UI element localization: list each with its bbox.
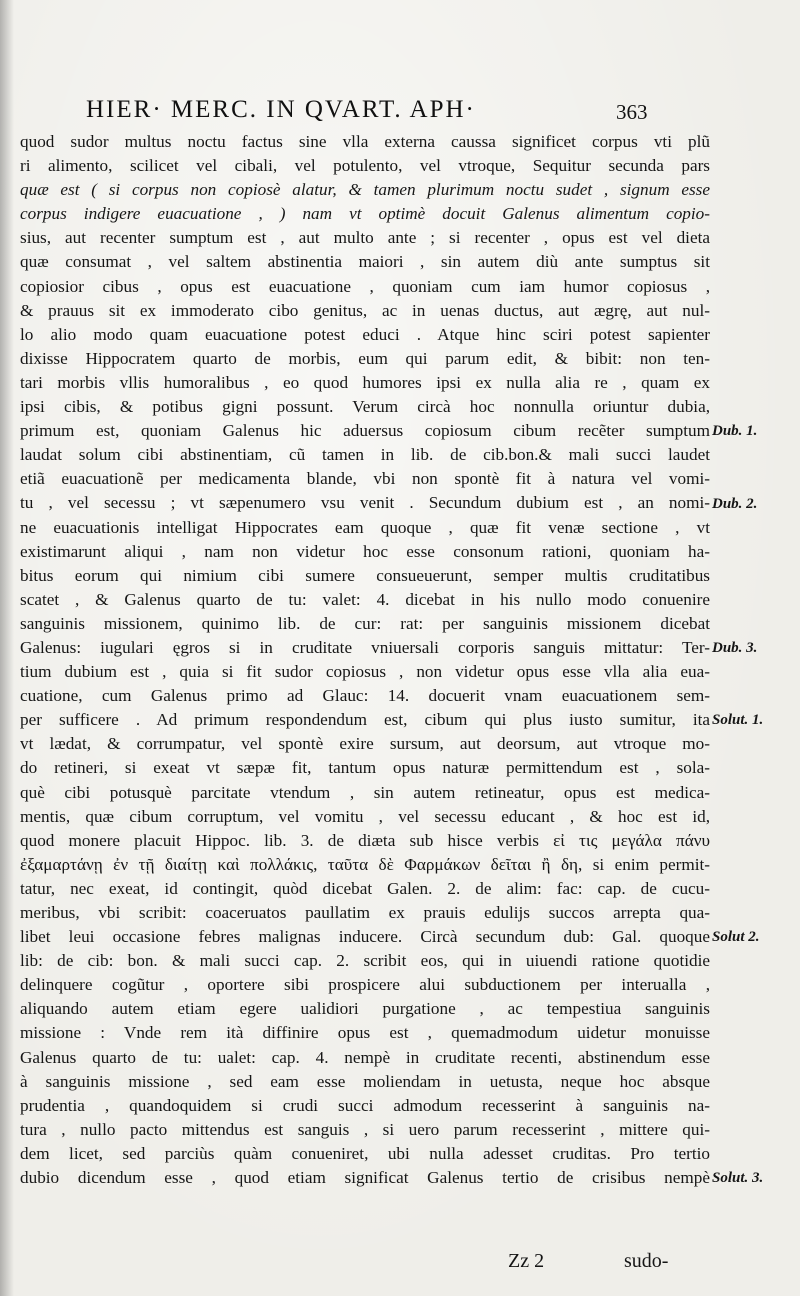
- running-title: HIER· MERC. IN QVART. APH·: [86, 96, 476, 123]
- text-line: per sufficere . Ad primum respondendum est, cibum qui plus iusto sumitur, ita: [20, 710, 710, 730]
- text-line: lo alio modo quam euacuatione potest educi . Atque hinc sciri potest sapienter: [20, 324, 710, 344]
- text-line: ri alimento, scilicet vel cibali, vel potulento, vel vtroque, Sequitur secunda pars: [20, 156, 710, 176]
- text-line: primum est, quoniam Galenus hic aduersus copiosum cibum recẽter sumptum: [20, 421, 710, 441]
- text-line: do retineri, si exeat vt sæpæ fit, tantum opus naturæ permittendum est , sola-: [20, 758, 710, 778]
- text-line: delinquere cogũtur , oportere sibi prospicere alui subductionem per interualla ,: [20, 975, 710, 995]
- text-line: mentis, quæ cibum corruptum, vel vomitu , vel secessu educant , & hoc est id,: [20, 806, 710, 826]
- text-line: ne euacuationis intelligat Hippocrates eam quoque , quæ fit venæ sectione , vt: [20, 517, 710, 537]
- signature-mark: Zz 2: [508, 1250, 545, 1272]
- text-line: cuatione, cum Galenus primo ad Glauc: 14. docuerit vnam euacuationem sem-: [20, 686, 710, 706]
- text-line: què cibi potusquè parcitate vtendum , sin autem retineatur, opus est medica-: [20, 782, 710, 802]
- body-text: [20, 130, 710, 1190]
- margin-note: Solut. 3.: [712, 1170, 764, 1187]
- margin-note: Solut. 1.: [712, 712, 764, 729]
- text-line: sanguinis missionem, quinimo lib. de cur: rat: per sanguinis missionem dicebat: [20, 613, 710, 633]
- text-line: prudentia , quandoquidem si crudi succi admodum recesserint à sanguinis na-: [20, 1095, 710, 1115]
- text-line: ipsi cibis, & potibus gigni possunt. Verum circà hoc nonnulla oriuntur dubia,: [20, 397, 710, 417]
- text-line: laudat solum cibi abstinentiam, cũ tamen in lib. de cib.bon.& mali succi laudet: [20, 445, 710, 465]
- text-line: tura , nullo pacto mittendus est sanguis , si uero parum recesserint , mittere qui-: [20, 1119, 710, 1139]
- text-line: libet leui occasione febres malignas inducere. Circà secundum dub: Gal. quoque: [20, 927, 710, 947]
- text-line: quod sudor multus noctu factus sine vlla externa caussa significet corpus vti plũ: [20, 132, 710, 151]
- text-line: etiã euacuationẽ per medicamenta blande, vbi non spontè fit à natura vel vomi-: [20, 469, 710, 489]
- text-line: tium dubium est , quia si fit sudor copiosus , non videtur opus esse vlla alia eua-: [20, 662, 710, 682]
- text-line: existimarunt aliqui , nam non videtur hoc esse consonum rationi, quoniam ha-: [20, 541, 710, 561]
- text-line: sius, aut recenter sumptum est , aut multo ante ; si recenter , opus est vel dieta: [20, 228, 710, 248]
- margin-note: Solut 2.: [712, 929, 760, 946]
- text-line: dixisse Hippocratem quarto de morbis, eum qui parum edit, & bibit: non ten-: [20, 348, 710, 368]
- text-line: vt lædat, & corrumpatur, vel spontè exire sursum, aut deorsum, aut vtroque mo-: [20, 734, 710, 754]
- margin-note: Dub. 1.: [712, 423, 758, 440]
- text-line: dubio dicendum esse , quod etiam significat Galenus tertio de crisibus nempè: [20, 1168, 710, 1188]
- text-line: copiosior cibus , opus est euacuatione , quoniam cum iam humor copiosus ,: [20, 276, 710, 296]
- text-line: missione : Vnde rem ità diffinire opus est , quemadmodum uidetur monuisse: [20, 1023, 710, 1043]
- catchword: sudo-: [624, 1250, 669, 1272]
- text-line: Galenus: iugulari ęgros si in cruditate vniuersali corporis sanguis mittatur: Ter-: [20, 637, 710, 657]
- text-line: bitus eorum qui nimium cibi sumere consueuerunt, semper multis cruditatibus: [20, 565, 710, 585]
- text-line: à sanguinis missione , sed eam esse moliendam in uetusta, neque hoc absque: [20, 1071, 710, 1091]
- text-line: scatet , & Galenus quarto de tu: valet: 4. dicebat in his nullo modo conuenire: [20, 589, 710, 609]
- text-line: aliquando autem etiam egere ualidiori purgatione , ac tempestiua sanguinis: [20, 999, 710, 1019]
- text-line: tari morbis vllis humoralibus , eo quod humores ipsi ex nulla alia re , quam ex: [20, 372, 710, 392]
- text-line: corpus indigere euacuatione , ) nam vt optimè docuit Galenus alimentum copio-: [20, 204, 710, 224]
- text-line: tu , vel secessu ; vt sæpenumero vsu venit . Secundum dubium est , an nomi-: [20, 493, 710, 513]
- text-line: meribus, vbi scribit: coaceruatos paullatim ex prauis edulijs succos arrepta qua-: [20, 903, 710, 922]
- text-line: quæ consumat , vel saltem abstinentia maiori , sin autem diù ante sumptus sit: [20, 252, 710, 272]
- margin-note: Dub. 3.: [712, 640, 758, 657]
- text-line: lib: de cib: bon. & mali succi cap. 2. scribit eos, qui in uiuendi ratione quotidie: [20, 951, 710, 971]
- margin-note: Dub. 2.: [712, 495, 758, 512]
- text-line: Galenus quarto de tu: ualet: cap. 4. nempè in cruditate recenti, abstinendum esse: [20, 1047, 710, 1067]
- text-line: tatur, nec exeat, id contingit, quòd dicebat Galen. 2. de alim: fac: cap. de cucu-: [20, 878, 710, 898]
- binding-shadow: [0, 0, 14, 1296]
- text-line: & prauus sit ex immoderato cibo genitus, ac in uenas ductus, aut ægrę, aut nul-: [20, 300, 710, 320]
- text-line: quod monere placuit Hippoc. lib. 3. de diæta sub hisce verbis εἰ τις μεγάλα πάνυ: [20, 830, 710, 850]
- text-line: ἐξαμαρτάνῃ ἐν τῇ διαίτῃ καὶ πολλάκις, ταῦτα δὲ Φαρμάκων δεῖται ἢ δη, si enim permit-: [20, 854, 710, 874]
- text-line: dem licet, sed parciùs quàm conueniret, ubi nulla adesset cruditas. Pro tertio: [20, 1143, 710, 1163]
- page-number: 363: [616, 100, 648, 124]
- text-line: quæ est ( si corpus non copiosè alatur, & tamen plurimum noctu sudet , signum esse: [20, 180, 710, 200]
